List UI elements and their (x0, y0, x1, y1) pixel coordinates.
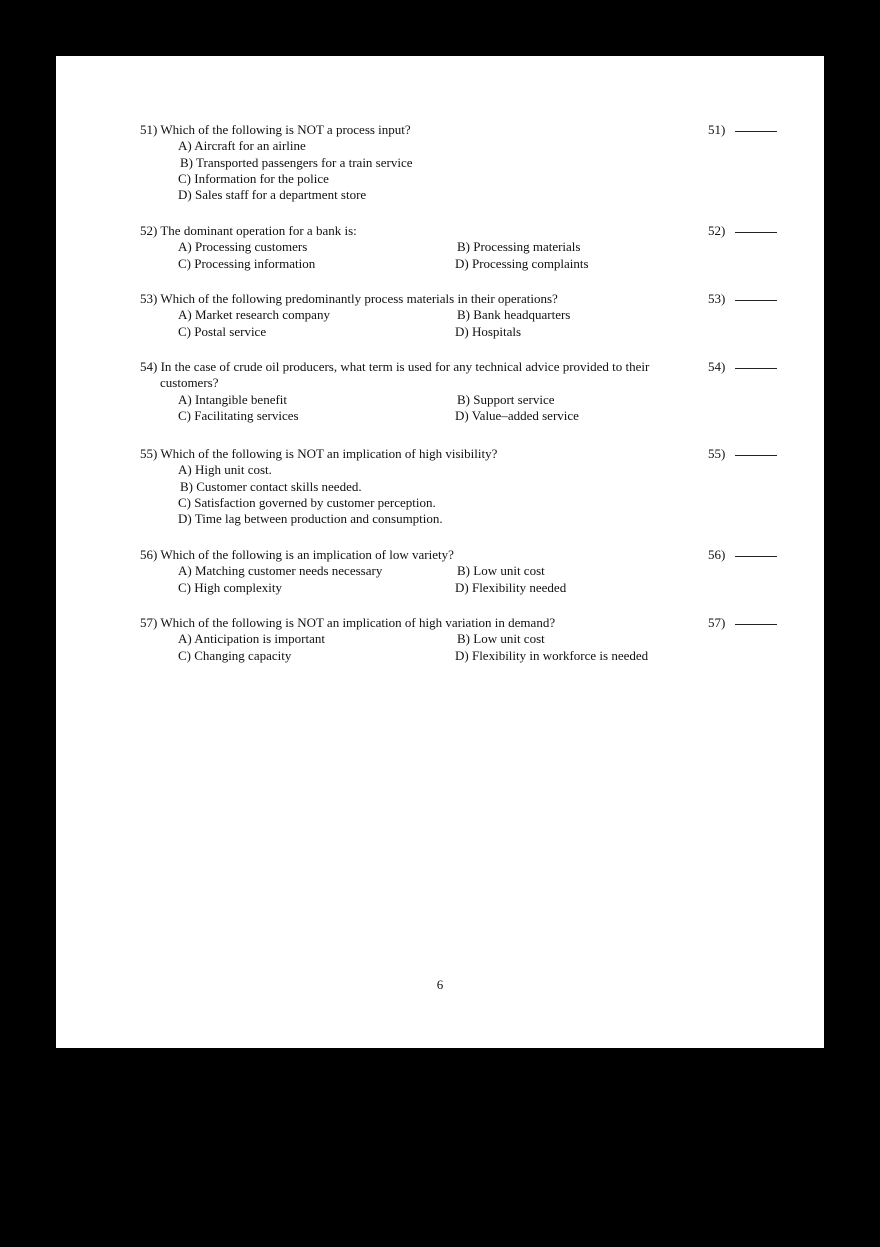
option-a: A) Matching customer needs necessary (178, 563, 383, 579)
question-stem (140, 446, 700, 462)
question-number: 57) (140, 615, 158, 630)
answer-line (735, 232, 777, 233)
answer-number: 53) (708, 291, 726, 306)
question-56 (140, 547, 780, 596)
question-number: 54) (140, 359, 158, 374)
options-grid (140, 631, 780, 664)
question-stem (140, 615, 700, 631)
options-grid (140, 239, 780, 272)
option-b: B) Low unit cost (457, 631, 545, 647)
option-a: A) High unit cost. (178, 462, 272, 478)
option-d: D) Flexibility in workforce is needed (455, 647, 649, 663)
question-stem (140, 547, 700, 563)
option-d: D) Hospitals (455, 323, 522, 339)
option-c: C) High complexity (178, 579, 282, 595)
option-a: A) Market research company (178, 307, 330, 323)
option-b: B) Bank headquarters (457, 307, 571, 323)
option-d: D) Sales staff for a department store (178, 187, 367, 203)
question-stem (140, 291, 700, 307)
option-a: A) Intangible benefit (178, 391, 288, 407)
answer-line (735, 300, 777, 301)
option-a: A) Anticipation is important (178, 631, 325, 647)
question-text: In the case of crude oil producers, what term is used for any technical advice provided to their customers? (160, 359, 650, 391)
option-a: A) Processing customers (178, 239, 308, 255)
question-55 (140, 446, 780, 527)
option-d: D) Value–added service (455, 407, 579, 423)
answer-number: 55) (708, 446, 726, 461)
question-text: Which of the following is an implication of low variety? (160, 547, 454, 562)
answer-line (735, 455, 777, 456)
question-text: Which of the following is NOT a process input? (160, 122, 411, 137)
option-c: C) Changing capacity (178, 647, 292, 663)
page-number: 6 (436, 977, 444, 992)
answer-number: 56) (708, 547, 726, 562)
question-54 (140, 359, 780, 424)
option-d: D) Flexibility needed (455, 579, 567, 595)
option-d: D) Time lag between production and consumption. (178, 511, 443, 527)
question-stem (140, 223, 700, 239)
option-b: B) Customer contact skills needed. (180, 478, 362, 494)
question-57 (140, 615, 780, 664)
option-b: B) Transported passengers for a train service (180, 154, 413, 170)
option-c: C) Processing information (178, 255, 316, 271)
option-a: A) Aircraft for an airline (178, 138, 306, 154)
question-51 (140, 122, 780, 203)
options-grid (140, 392, 780, 425)
option-c: C) Information for the police (178, 170, 329, 186)
option-b: B) Support service (457, 391, 555, 407)
question-number: 52) (140, 223, 158, 238)
question-53 (140, 291, 780, 340)
answer-blank-55 (708, 446, 788, 462)
options-grid (140, 563, 780, 596)
question-number: 55) (140, 446, 158, 461)
option-c: C) Facilitating services (178, 407, 299, 423)
answer-number: 57) (708, 615, 726, 630)
answer-number: 54) (708, 359, 726, 374)
question-52 (140, 223, 780, 272)
option-c: C) Satisfaction governed by customer perception. (178, 494, 436, 510)
options-grid (140, 307, 780, 340)
question-text: The dominant operation for a bank is: (160, 223, 357, 238)
answer-line (735, 556, 777, 557)
question-text: Which of the following is NOT an implication of high visibility? (160, 446, 498, 461)
answer-blank-52 (708, 223, 788, 239)
option-d: D) Processing complaints (455, 255, 589, 271)
answer-blank-51 (708, 122, 788, 138)
question-stem (140, 122, 700, 138)
answer-blank-56 (708, 547, 788, 563)
option-b: B) Processing materials (457, 239, 581, 255)
answer-line (735, 624, 777, 625)
option-b: B) Low unit cost (457, 563, 545, 579)
answer-number: 51) (708, 122, 726, 137)
option-c: C) Postal service (178, 323, 267, 339)
answer-line (735, 368, 777, 369)
document-page (56, 56, 824, 1048)
answer-number: 52) (708, 223, 726, 238)
options-list (140, 138, 780, 203)
question-number: 51) (140, 122, 158, 137)
question-text: Which of the following predominantly process materials in their operations? (160, 291, 558, 306)
options-list (140, 462, 780, 527)
question-stem (140, 359, 700, 392)
question-text: Which of the following is NOT an implication of high variation in demand? (160, 615, 556, 630)
question-number: 53) (140, 291, 158, 306)
answer-blank-57 (708, 615, 788, 631)
answer-blank-54 (708, 359, 788, 375)
answer-line (735, 131, 777, 132)
answer-blank-53 (708, 291, 788, 307)
question-number: 56) (140, 547, 158, 562)
